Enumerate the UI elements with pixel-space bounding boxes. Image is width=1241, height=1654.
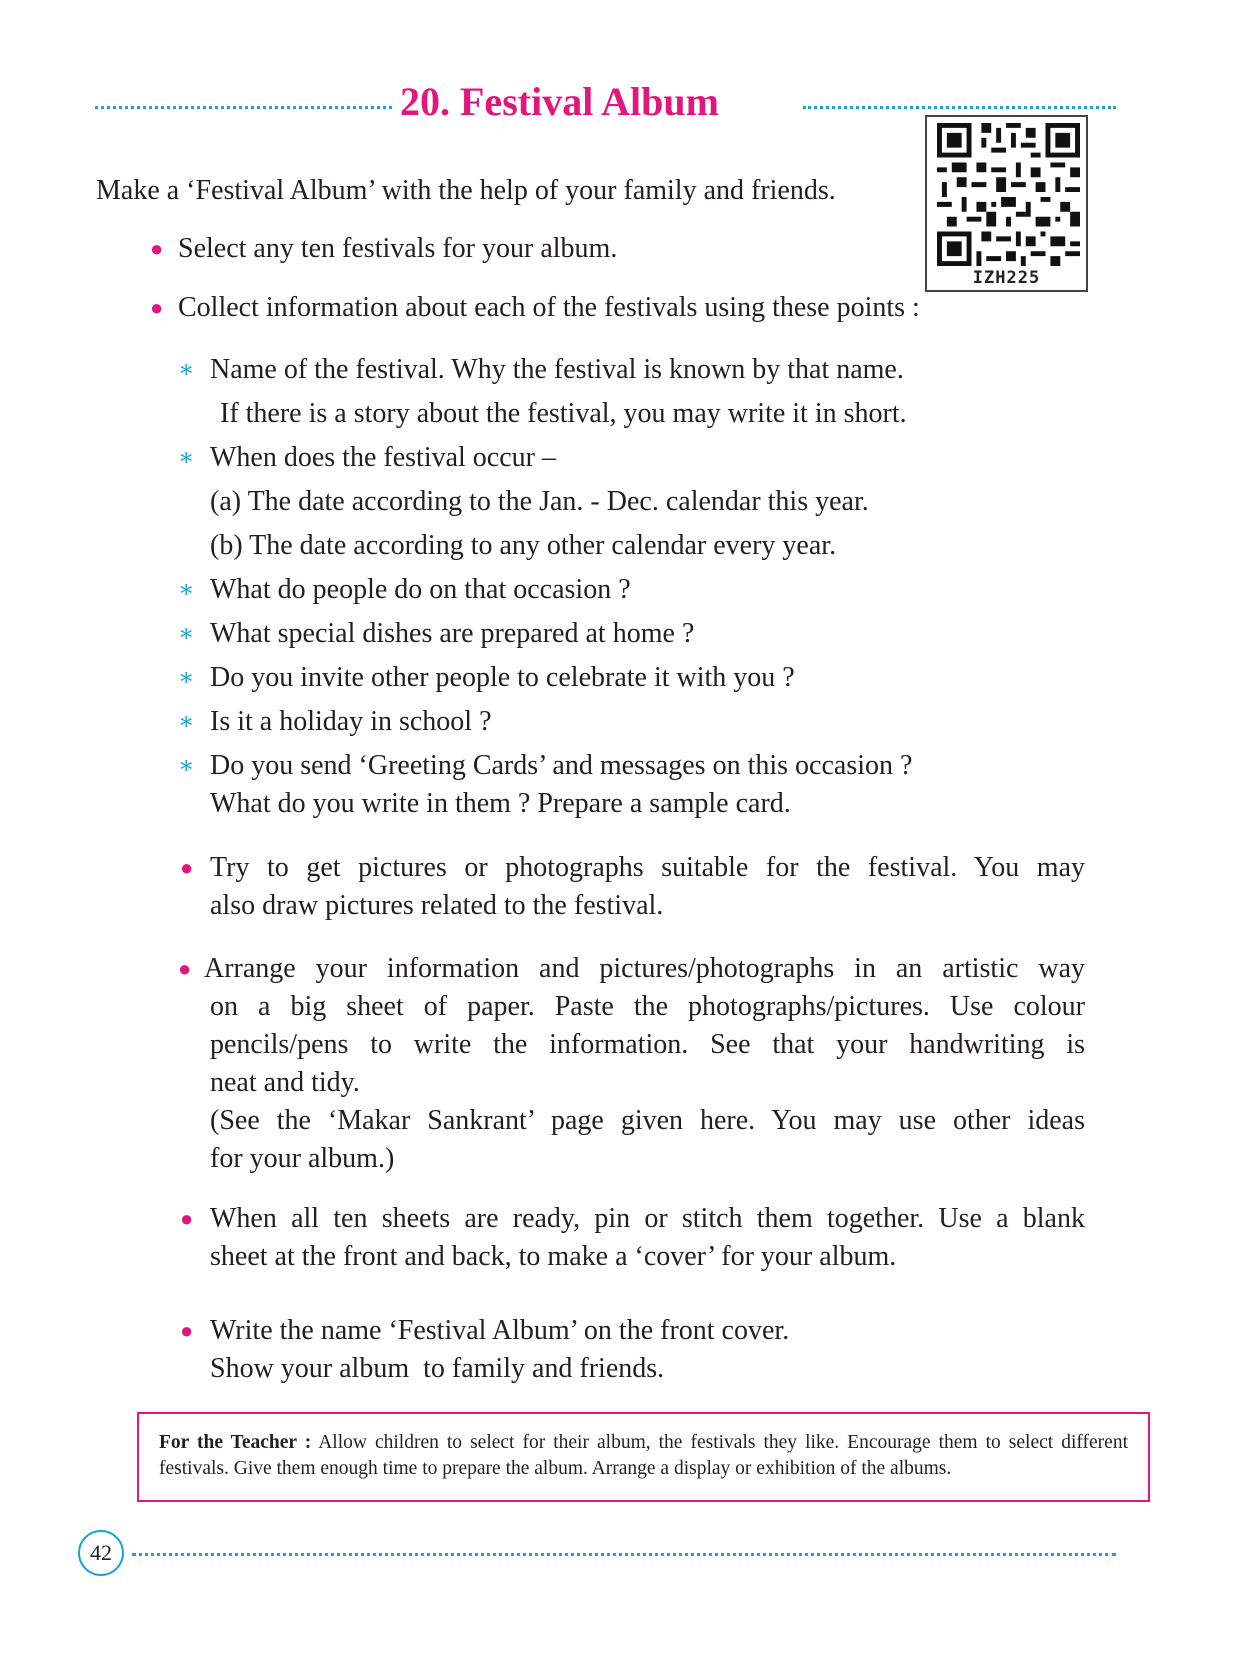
bullet-collect-information: Collect information about each of the festivals using these points : (178, 292, 920, 323)
point-holiday: Is it a holiday in school ? (210, 706, 492, 737)
asterisk-icon: ∗ (178, 357, 195, 383)
qr-code-id: IZH225 (972, 268, 1041, 288)
asterisk-icon: ∗ (178, 577, 195, 603)
bullet-write-name (210, 1312, 1085, 1388)
bullet-arrange-line: neat and tidy. (210, 1067, 360, 1098)
point-festival-name: Name of the festival. Why the festival is known by that name. (210, 354, 904, 385)
asterisk-icon: ∗ (178, 665, 195, 691)
bullet-arrange-line: for your album.) (210, 1143, 395, 1174)
bullet-dot: ● (180, 855, 194, 880)
qr-code (925, 115, 1088, 292)
point-greeting-cards: Do you send ‘Greeting Cards’ and messages on this occasion ? (210, 750, 913, 781)
bullet-pictures-line: Try to get pictures or photographs suitable for the festival. You may (210, 852, 1085, 883)
bullet-sheets-ready-line: sheet at the front and back, to make a ‘cover’ for your album. (210, 1241, 897, 1272)
asterisk-icon: ∗ (178, 709, 195, 735)
bullet-arrange-line: (See the ‘Makar Sankrant’ page given here. You may use other ideas (210, 1105, 1085, 1136)
point-people-do: What do people do on that occasion ? (210, 574, 631, 605)
footer-dotted-line (132, 1553, 1116, 1556)
bullet-pictures-line: also draw pictures related to the festival. (210, 890, 664, 921)
bullet-arrange-line: Arrange your information and pictures/photographs in an artistic way (204, 953, 1085, 984)
point-special-dishes: What special dishes are prepared at home ? (210, 618, 695, 649)
teacher-note (137, 1412, 1150, 1502)
teacher-note-label: For the Teacher : (159, 1432, 312, 1453)
header-dotted-line-left (95, 106, 392, 109)
asterisk-icon: ∗ (178, 621, 195, 647)
bullet-arrange-line: pencils/pens to write the information. See that your handwriting is (210, 1029, 1085, 1060)
bullet-dot: ● (150, 236, 164, 261)
bullet-select-festivals: Select any ten festivals for your album. (178, 233, 618, 264)
point-when-occur: When does the festival occur – (210, 442, 556, 473)
bullet-dot: ● (178, 956, 192, 981)
bullet-pictures (210, 849, 1085, 925)
point-date-other-calendar: (b) The date according to any other calendar every year. (210, 530, 837, 561)
page-title: 20. Festival Album (400, 79, 719, 124)
bullet-sheets-ready (210, 1200, 1085, 1276)
asterisk-icon: ∗ (178, 445, 195, 471)
point-greeting-cards-cont: What do you write in them ? Prepare a sample card. (210, 788, 791, 819)
point-festival-name-cont: If there is a story about the festival, you may write it in short. (220, 398, 907, 429)
asterisk-icon: ∗ (178, 753, 195, 779)
point-date-jan-dec: (a) The date according to the Jan. - Dec. calendar this year. (210, 486, 869, 517)
intro-text: Make a ‘Festival Album’ with the help of your family and friends. (96, 175, 836, 206)
bullet-dot: ● (150, 295, 164, 320)
bullet-dot: ● (180, 1318, 194, 1343)
bullet-sheets-ready-line: When all ten sheets are ready, pin or stitch them together. Use a blank (210, 1203, 1085, 1234)
teacher-note-text: Allow children to select for their album, the festivals they like. Encourage them to select different festivals. Give them enough time to prepare the album. Arrange a display or exhibition of the albums. (159, 1432, 1128, 1479)
header-dotted-line-right (803, 106, 1116, 109)
bullet-dot: ● (180, 1206, 194, 1231)
bullet-arrange (204, 950, 1085, 1178)
bullet-write-name-line: Show your album to family and friends. (210, 1353, 665, 1384)
page-number: 42 (78, 1530, 124, 1576)
point-invite-people: Do you invite other people to celebrate it with you ? (210, 662, 795, 693)
qr-code-icon (937, 123, 1080, 266)
bullet-arrange-line: on a big sheet of paper. Paste the photographs/pictures. Use colour (210, 991, 1085, 1022)
bullet-write-name-line: Write the name ‘Festival Album’ on the front cover. (210, 1315, 790, 1346)
